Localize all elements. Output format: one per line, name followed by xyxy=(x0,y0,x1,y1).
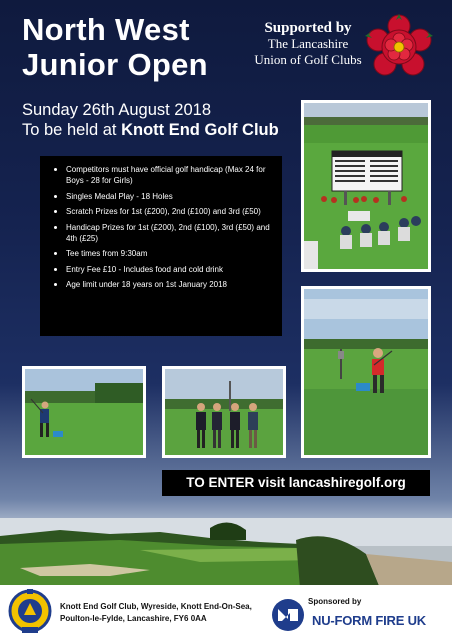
sponsored-by-label: Sponsored by xyxy=(308,597,362,606)
title-line-2: Junior Open xyxy=(22,47,208,82)
supported-org-line-2: Union of Golf Clubs xyxy=(254,52,362,67)
nu-form-logo-icon xyxy=(268,597,308,633)
info-item: • Scratch Prizes for 1st (£200), 2nd (£100) and 3rd (£50) xyxy=(66,206,276,217)
info-item: • Entry Fee £10 - Includes food and cold drink xyxy=(66,264,276,275)
supported-by-label: Supported by xyxy=(264,20,352,36)
photo-scoreboard xyxy=(301,100,431,272)
title-line-1: North West xyxy=(22,12,190,47)
club-address xyxy=(60,601,252,625)
venue-name: Knott End Golf Club xyxy=(121,121,279,139)
poster-title xyxy=(22,12,208,82)
photo-golfer-swing xyxy=(22,366,146,458)
info-item: • Competitors must have official golf handicap (Max 24 for Boys - 28 for Girls) xyxy=(66,164,276,186)
info-item: • Singles Medal Play - 18 Holes xyxy=(66,191,276,202)
enter-banner: TO ENTER visit lancashiregolf.org xyxy=(162,470,430,496)
info-list xyxy=(40,156,282,290)
photo-group-prizegiving xyxy=(162,366,286,458)
event-date: Sunday 26th August 2018 xyxy=(22,101,211,119)
info-item: • Tee times from 9:30am xyxy=(66,248,276,259)
event-info-box xyxy=(40,156,282,336)
venue-prefix: To be held at xyxy=(22,121,122,139)
golf-club-crest-icon xyxy=(8,587,52,635)
address-line-2: Poulton-le-Fylde, Lancashire, FY6 0AA xyxy=(60,614,207,623)
info-item: • Handicap Prizes for 1st (£200), 2nd (£100), 3rd (£50) and 4th (£25) xyxy=(66,222,276,244)
lancashire-rose-icon xyxy=(364,14,434,80)
photo-junior-golfer xyxy=(301,286,431,458)
supported-by-block xyxy=(248,20,368,68)
golf-course-landscape xyxy=(0,518,452,588)
info-item: • Age limit under 18 years on 1st January 2018 xyxy=(66,279,276,290)
event-date-venue xyxy=(22,100,279,140)
address-line-1: Knott End Golf Club, Wyreside, Knott End-On-Sea, xyxy=(60,602,252,611)
event-venue xyxy=(22,120,279,140)
supported-org-line-1: The Lancashire xyxy=(267,36,349,51)
sponsor-name: NU-FORM FIRE UK xyxy=(312,613,426,628)
